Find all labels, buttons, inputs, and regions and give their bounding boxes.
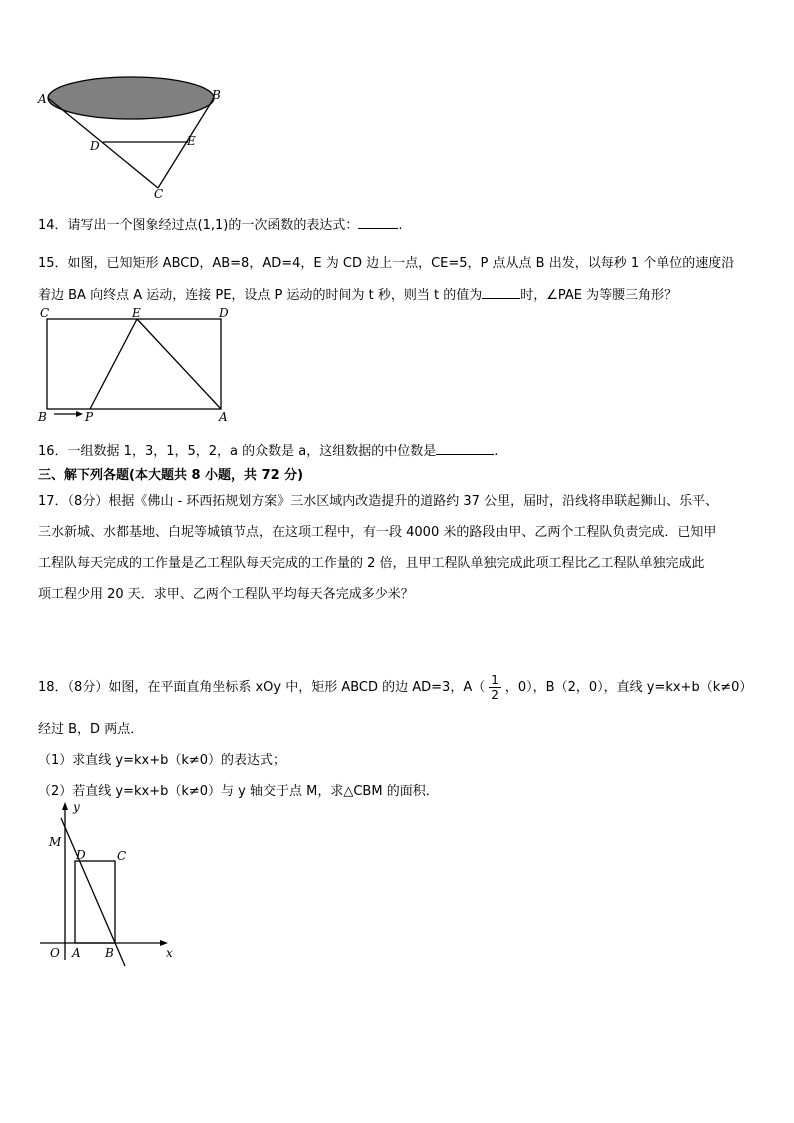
label-x: x <box>166 946 173 960</box>
label-d: D <box>219 306 229 320</box>
question-16 <box>38 440 498 459</box>
cone-figure <box>30 72 230 202</box>
q18-line1-before: 18．（8分）如图，在平面直角坐标系 xOy 中，矩形 ABCD 的边 AD=3，A（ <box>38 680 486 695</box>
q15-line1: 15．如图，已知矩形 ABCD，AB=8，AD=4，E 为 CD 边上一点，CE=5，P 点从点 B 出发，以每秒 1 个单位的速度沿 <box>38 256 735 271</box>
rect-abcd <box>47 319 221 409</box>
q15-answer-blank[interactable] <box>482 286 520 299</box>
q15-line2-before: 着边 BA 向终点 A 运动，连接 PE，设点 P 运动的时间为 t 秒，则当 t 的值为 <box>38 288 483 303</box>
fraction-numerator: 1 <box>491 673 499 687</box>
label-d: D <box>76 848 86 862</box>
q17-line3: 工程队每天完成的工作量是乙工程队每天完成的工作量的 2 倍，且甲工程队单独完成此项工程比乙工程队单独完成此 <box>38 556 705 571</box>
label-o: O <box>50 946 60 960</box>
q14-point: (1,1) <box>197 218 229 233</box>
label-a: A <box>72 946 81 960</box>
y-axis-arrow <box>62 802 68 810</box>
label-p: P <box>85 410 94 424</box>
label-b: B <box>38 410 47 424</box>
coordinate-figure-q18 <box>34 798 184 968</box>
fraction-one-half <box>489 673 501 702</box>
q18-line1-after: ，0），B（2，0），直线 y=kx+b（k≠0） <box>504 680 753 695</box>
q14-number: 14． <box>38 218 68 233</box>
section-3-title: 三、解下列各题(本大题共 8 小题，共 72 分) <box>38 468 304 483</box>
label-y: y <box>73 800 80 814</box>
q14-end: . <box>398 218 403 233</box>
segment-ea <box>137 319 221 409</box>
segment-pe <box>90 319 137 409</box>
label-b: B <box>105 946 114 960</box>
q16-answer-blank[interactable] <box>436 442 494 455</box>
q16-end: . <box>494 444 499 459</box>
q15-line2 <box>38 284 677 303</box>
label-a: A <box>219 410 228 424</box>
q17-line2: 三水新城、水都基地、白坭等城镇节点，在这项工程中，有一段 4000 米的路段由甲、乙两个工程队负责完成．已知甲 <box>38 525 717 540</box>
label-m: M <box>49 835 62 849</box>
label-a: A <box>38 92 47 106</box>
q16-text: 16．一组数据 1，3，1，5，2，a 的众数是 a，这组数据的中位数是 <box>38 444 437 459</box>
q18-line2: 经过 B，D 两点． <box>38 722 144 737</box>
q14-text-after: 的一次函数的表达式： <box>228 218 359 233</box>
arrow-head <box>76 411 83 417</box>
label-e: E <box>187 134 196 148</box>
q18-line1 <box>38 673 752 702</box>
label-d: D <box>90 139 100 153</box>
label-c: C <box>154 187 164 201</box>
q17-line4: 项工程少用 20 天．求甲、乙两个工程队平均每天各完成多少米？ <box>38 587 414 602</box>
fraction-denominator: 2 <box>491 688 499 702</box>
rect-abcd <box>75 861 115 943</box>
q14-answer-blank[interactable] <box>358 216 398 229</box>
q15-line2-after: 时，∠PAE 为等腰三角形？ <box>520 288 678 303</box>
q18-sub2: （2）若直线 y=kx+b（k≠0）与 y 轴交于点 M，求△CBM 的面积． <box>38 784 439 799</box>
label-b: B <box>212 88 221 102</box>
ellipse-top <box>48 77 214 119</box>
label-c: C <box>40 306 50 320</box>
q17-line1: 17．（8分）根据《佛山 - 环西拓规划方案》三水区域内改造提升的道路约 37 公里，届时，沿线将串联起狮山、乐平、 <box>38 494 719 509</box>
question-14 <box>38 214 403 233</box>
label-c: C <box>117 849 127 863</box>
rectangle-figure-q15 <box>30 304 250 426</box>
label-e: E <box>132 306 141 320</box>
q18-sub1: （1）求直线 y=kx+b（k≠0）的表达式； <box>38 753 287 768</box>
q14-text-before: 请写出一个图象经过点 <box>67 218 198 233</box>
